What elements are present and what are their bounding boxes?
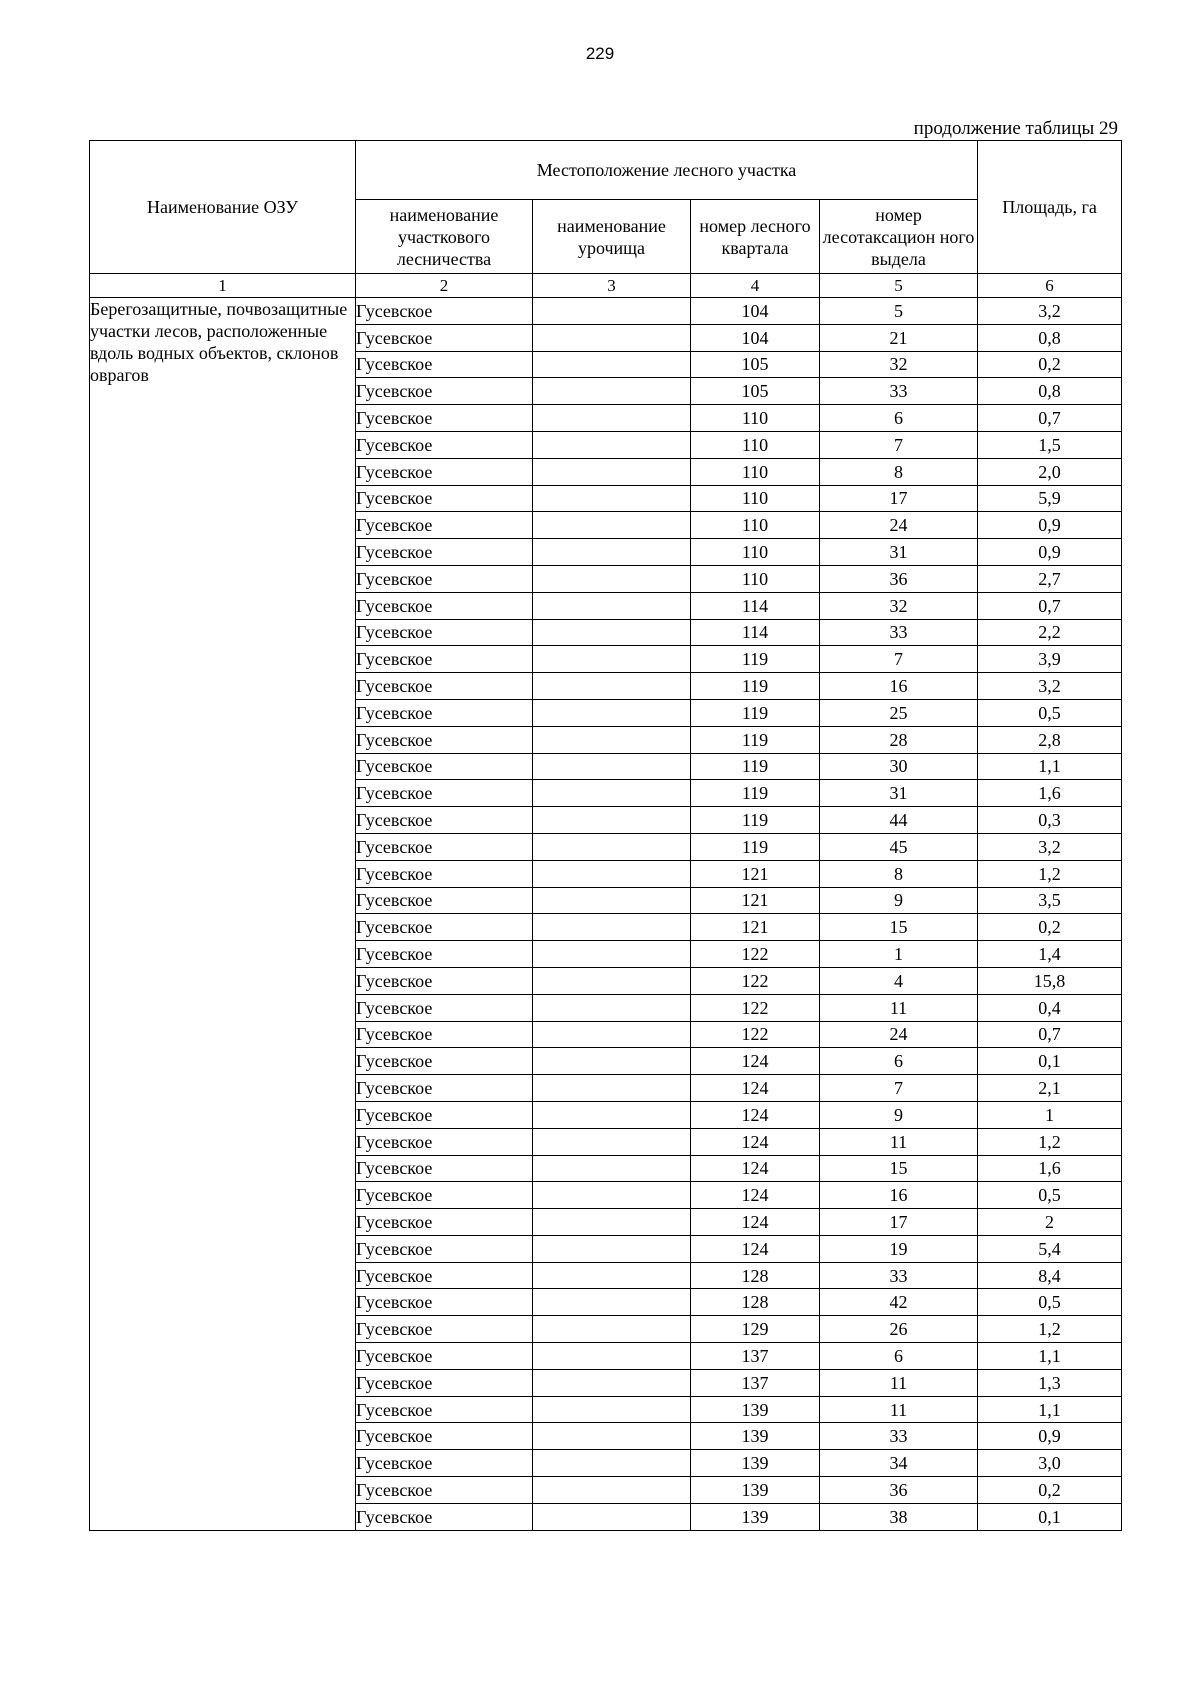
quarter-cell: 121 (691, 887, 820, 914)
plot-cell: 33 (820, 619, 978, 646)
tract-cell (533, 914, 691, 941)
forestry-cell: Гусевское (356, 1343, 533, 1370)
quarter-cell: 119 (691, 646, 820, 673)
forestry-cell: Гусевское (356, 431, 533, 458)
forestry-cell: Гусевское (356, 351, 533, 378)
quarter-cell: 119 (691, 699, 820, 726)
plot-cell: 44 (820, 807, 978, 834)
plot-cell: 7 (820, 431, 978, 458)
tract-cell (533, 298, 691, 325)
area-cell: 1,6 (978, 1155, 1122, 1182)
quarter-cell: 110 (691, 539, 820, 566)
plot-cell: 5 (820, 298, 978, 325)
area-cell: 3,2 (978, 673, 1122, 700)
column-number: 5 (820, 274, 978, 298)
area-cell: 0,1 (978, 1503, 1122, 1530)
plot-cell: 7 (820, 646, 978, 673)
plot-cell: 31 (820, 539, 978, 566)
area-cell: 1,2 (978, 860, 1122, 887)
forestry-cell: Гусевское (356, 1423, 533, 1450)
area-cell: 1,4 (978, 941, 1122, 968)
header-plot: номер лесотаксацион ного выдела (820, 200, 978, 274)
forestry-cell: Гусевское (356, 619, 533, 646)
category-name-cell: Берегозащитные, почвозащитные участки лесов, расположенные вдоль водных объектов, склонов оврагов (90, 298, 356, 1531)
quarter-cell: 128 (691, 1262, 820, 1289)
quarter-cell: 110 (691, 512, 820, 539)
quarter-cell: 137 (691, 1369, 820, 1396)
plot-cell: 4 (820, 967, 978, 994)
quarter-cell: 139 (691, 1396, 820, 1423)
tract-cell (533, 1289, 691, 1316)
quarter-cell: 124 (691, 1128, 820, 1155)
quarter-cell: 110 (691, 485, 820, 512)
table-body (90, 298, 1122, 1531)
tract-cell (533, 807, 691, 834)
plot-cell: 17 (820, 485, 978, 512)
area-cell: 1,1 (978, 1343, 1122, 1370)
tract-cell (533, 539, 691, 566)
tract-cell (533, 378, 691, 405)
forestry-cell: Гусевское (356, 1021, 533, 1048)
tract-cell (533, 1316, 691, 1343)
plot-cell: 8 (820, 860, 978, 887)
forestry-cell: Гусевское (356, 592, 533, 619)
forestry-cell: Гусевское (356, 1155, 533, 1182)
quarter-cell: 119 (691, 753, 820, 780)
plot-cell: 19 (820, 1235, 978, 1262)
column-number-row (90, 274, 1122, 298)
quarter-cell: 119 (691, 726, 820, 753)
plot-cell: 15 (820, 914, 978, 941)
forestry-cell: Гусевское (356, 914, 533, 941)
forestry-cell: Гусевское (356, 994, 533, 1021)
area-cell: 1,3 (978, 1369, 1122, 1396)
forestry-cell: Гусевское (356, 833, 533, 860)
area-cell: 3,5 (978, 887, 1122, 914)
area-cell: 1,2 (978, 1316, 1122, 1343)
quarter-cell: 124 (691, 1235, 820, 1262)
quarter-cell: 110 (691, 405, 820, 432)
area-cell: 0,9 (978, 512, 1122, 539)
forestry-cell: Гусевское (356, 324, 533, 351)
quarter-cell: 110 (691, 565, 820, 592)
tract-cell (533, 1396, 691, 1423)
quarter-cell: 114 (691, 592, 820, 619)
column-number: 2 (356, 274, 533, 298)
area-cell: 0,5 (978, 1289, 1122, 1316)
area-cell: 2,1 (978, 1075, 1122, 1102)
header-tract: наименование урочища (533, 200, 691, 274)
plot-cell: 16 (820, 1182, 978, 1209)
plot-cell: 34 (820, 1450, 978, 1477)
tract-cell (533, 1048, 691, 1075)
plot-cell: 33 (820, 378, 978, 405)
area-cell: 3,2 (978, 833, 1122, 860)
forestry-cell: Гусевское (356, 860, 533, 887)
forestry-cell: Гусевское (356, 807, 533, 834)
tract-cell (533, 1021, 691, 1048)
plot-cell: 42 (820, 1289, 978, 1316)
tract-cell (533, 405, 691, 432)
tract-cell (533, 646, 691, 673)
quarter-cell: 137 (691, 1343, 820, 1370)
tract-cell (533, 1262, 691, 1289)
plot-cell: 9 (820, 1101, 978, 1128)
tract-cell (533, 887, 691, 914)
tract-cell (533, 833, 691, 860)
plot-cell: 7 (820, 1075, 978, 1102)
tract-cell (533, 351, 691, 378)
area-cell: 0,4 (978, 994, 1122, 1021)
plot-cell: 28 (820, 726, 978, 753)
quarter-cell: 139 (691, 1450, 820, 1477)
quarter-cell: 104 (691, 324, 820, 351)
header-name: Наименование ОЗУ (90, 141, 356, 274)
quarter-cell: 122 (691, 941, 820, 968)
forestry-cell: Гусевское (356, 780, 533, 807)
quarter-cell: 124 (691, 1048, 820, 1075)
forestry-cell: Гусевское (356, 1396, 533, 1423)
tract-cell (533, 1477, 691, 1504)
quarter-cell: 104 (691, 298, 820, 325)
tract-cell (533, 1343, 691, 1370)
column-number: 1 (90, 274, 356, 298)
area-cell: 1 (978, 1101, 1122, 1128)
plot-cell: 36 (820, 1477, 978, 1504)
tract-cell (533, 994, 691, 1021)
quarter-cell: 122 (691, 1021, 820, 1048)
quarter-cell: 119 (691, 780, 820, 807)
forestry-cell: Гусевское (356, 1289, 533, 1316)
quarter-cell: 121 (691, 860, 820, 887)
area-cell: 15,8 (978, 967, 1122, 994)
plot-cell: 16 (820, 673, 978, 700)
area-cell: 3,2 (978, 298, 1122, 325)
quarter-cell: 139 (691, 1477, 820, 1504)
forestry-cell: Гусевское (356, 378, 533, 405)
area-cell: 5,9 (978, 485, 1122, 512)
area-cell: 1,5 (978, 431, 1122, 458)
forestry-cell: Гусевское (356, 1503, 533, 1530)
forestry-cell: Гусевское (356, 485, 533, 512)
plot-cell: 11 (820, 1369, 978, 1396)
tract-cell (533, 431, 691, 458)
area-cell: 0,7 (978, 405, 1122, 432)
tract-cell (533, 1182, 691, 1209)
plot-cell: 9 (820, 887, 978, 914)
tract-cell (533, 753, 691, 780)
plot-cell: 8 (820, 458, 978, 485)
tract-cell (533, 565, 691, 592)
tract-cell (533, 512, 691, 539)
quarter-cell: 119 (691, 833, 820, 860)
quarter-cell: 119 (691, 673, 820, 700)
quarter-cell: 114 (691, 619, 820, 646)
forestry-cell: Гусевское (356, 298, 533, 325)
plot-cell: 17 (820, 1209, 978, 1236)
area-cell: 0,8 (978, 378, 1122, 405)
plot-cell: 11 (820, 1128, 978, 1155)
plot-cell: 6 (820, 405, 978, 432)
plot-cell: 31 (820, 780, 978, 807)
quarter-cell: 128 (691, 1289, 820, 1316)
area-cell: 0,9 (978, 1423, 1122, 1450)
tract-cell (533, 619, 691, 646)
forestry-cell: Гусевское (356, 1048, 533, 1075)
quarter-cell: 119 (691, 807, 820, 834)
tract-cell (533, 673, 691, 700)
forestry-cell: Гусевское (356, 1209, 533, 1236)
area-cell: 0,7 (978, 1021, 1122, 1048)
area-cell: 8,4 (978, 1262, 1122, 1289)
tract-cell (533, 1101, 691, 1128)
page-number: 229 (585, 44, 615, 63)
quarter-cell: 124 (691, 1155, 820, 1182)
forestry-cell: Гусевское (356, 1450, 533, 1477)
area-cell: 2,7 (978, 565, 1122, 592)
area-cell: 1,1 (978, 753, 1122, 780)
area-cell: 1,2 (978, 1128, 1122, 1155)
area-cell: 0,2 (978, 1477, 1122, 1504)
forestry-cell: Гусевское (356, 1128, 533, 1155)
plot-cell: 45 (820, 833, 978, 860)
tract-cell (533, 967, 691, 994)
table-continuation-label: продолжение таблицы 29 (913, 118, 1118, 139)
area-cell: 0,7 (978, 592, 1122, 619)
quarter-cell: 121 (691, 914, 820, 941)
tract-cell (533, 726, 691, 753)
area-cell: 2,2 (978, 619, 1122, 646)
quarter-cell: 122 (691, 994, 820, 1021)
forestry-cell: Гусевское (356, 1235, 533, 1262)
quarter-cell: 105 (691, 378, 820, 405)
forestry-cell: Гусевское (356, 1369, 533, 1396)
tract-cell (533, 860, 691, 887)
forestry-cell: Гусевское (356, 1101, 533, 1128)
plot-cell: 24 (820, 512, 978, 539)
tract-cell (533, 1450, 691, 1477)
table-row (90, 298, 1122, 325)
tract-cell (533, 458, 691, 485)
forestry-cell: Гусевское (356, 941, 533, 968)
plot-cell: 36 (820, 565, 978, 592)
plot-cell: 33 (820, 1423, 978, 1450)
forestry-cell: Гусевское (356, 699, 533, 726)
area-cell: 2,0 (978, 458, 1122, 485)
forestry-cell: Гусевское (356, 458, 533, 485)
column-number: 6 (978, 274, 1122, 298)
plot-cell: 11 (820, 994, 978, 1021)
header-area: Площадь, га (978, 141, 1122, 274)
tract-cell (533, 592, 691, 619)
plot-cell: 11 (820, 1396, 978, 1423)
quarter-cell: 105 (691, 351, 820, 378)
quarter-cell: 129 (691, 1316, 820, 1343)
quarter-cell: 110 (691, 458, 820, 485)
tract-cell (533, 941, 691, 968)
plot-cell: 25 (820, 699, 978, 726)
forestry-cell: Гусевское (356, 539, 533, 566)
quarter-cell: 124 (691, 1209, 820, 1236)
area-cell: 2 (978, 1209, 1122, 1236)
quarter-cell: 139 (691, 1503, 820, 1530)
plot-cell: 33 (820, 1262, 978, 1289)
plot-cell: 38 (820, 1503, 978, 1530)
area-cell: 1,6 (978, 780, 1122, 807)
forestry-cell: Гусевское (356, 967, 533, 994)
area-cell: 0,1 (978, 1048, 1122, 1075)
quarter-cell: 139 (691, 1423, 820, 1450)
quarter-cell: 124 (691, 1101, 820, 1128)
tract-cell (533, 699, 691, 726)
plot-cell: 21 (820, 324, 978, 351)
header-location: Местоположение лесного участка (356, 141, 978, 200)
plot-cell: 32 (820, 592, 978, 619)
area-cell: 0,3 (978, 807, 1122, 834)
area-cell: 2,8 (978, 726, 1122, 753)
plot-cell: 15 (820, 1155, 978, 1182)
forestry-cell: Гусевское (356, 512, 533, 539)
tract-cell (533, 1423, 691, 1450)
forestry-cell: Гусевское (356, 565, 533, 592)
area-cell: 3,9 (978, 646, 1122, 673)
forestry-cell: Гусевское (356, 726, 533, 753)
tract-cell (533, 1369, 691, 1396)
plot-cell: 6 (820, 1343, 978, 1370)
column-number: 4 (691, 274, 820, 298)
forestry-cell: Гусевское (356, 1182, 533, 1209)
header-forestry: наименование участкового лесничества (356, 200, 533, 274)
forestry-cell: Гусевское (356, 1316, 533, 1343)
tract-cell (533, 1155, 691, 1182)
area-cell: 5,4 (978, 1235, 1122, 1262)
tract-cell (533, 780, 691, 807)
area-cell: 0,2 (978, 351, 1122, 378)
forestry-cell: Гусевское (356, 887, 533, 914)
tract-cell (533, 1128, 691, 1155)
area-cell: 1,1 (978, 1396, 1122, 1423)
area-cell: 3,0 (978, 1450, 1122, 1477)
forestry-cell: Гусевское (356, 405, 533, 432)
plot-cell: 30 (820, 753, 978, 780)
tract-cell (533, 324, 691, 351)
tract-cell (533, 1235, 691, 1262)
area-cell: 0,5 (978, 699, 1122, 726)
header-quarter: номер лесного квартала (691, 200, 820, 274)
quarter-cell: 122 (691, 967, 820, 994)
forestry-cell: Гусевское (356, 1262, 533, 1289)
forestry-cell: Гусевское (356, 1477, 533, 1504)
column-number: 3 (533, 274, 691, 298)
area-cell: 0,9 (978, 539, 1122, 566)
quarter-cell: 110 (691, 431, 820, 458)
tract-cell (533, 1075, 691, 1102)
area-cell: 0,5 (978, 1182, 1122, 1209)
tract-cell (533, 1209, 691, 1236)
plot-cell: 1 (820, 941, 978, 968)
quarter-cell: 124 (691, 1182, 820, 1209)
plot-cell: 24 (820, 1021, 978, 1048)
plot-cell: 26 (820, 1316, 978, 1343)
area-cell: 0,2 (978, 914, 1122, 941)
tract-cell (533, 485, 691, 512)
area-cell: 0,8 (978, 324, 1122, 351)
plot-cell: 6 (820, 1048, 978, 1075)
forestry-cell: Гусевское (356, 646, 533, 673)
tract-cell (533, 1503, 691, 1530)
forest-plots-table (89, 140, 1122, 1531)
forestry-cell: Гусевское (356, 753, 533, 780)
forestry-cell: Гусевское (356, 1075, 533, 1102)
forestry-cell: Гусевское (356, 673, 533, 700)
plot-cell: 32 (820, 351, 978, 378)
quarter-cell: 124 (691, 1075, 820, 1102)
